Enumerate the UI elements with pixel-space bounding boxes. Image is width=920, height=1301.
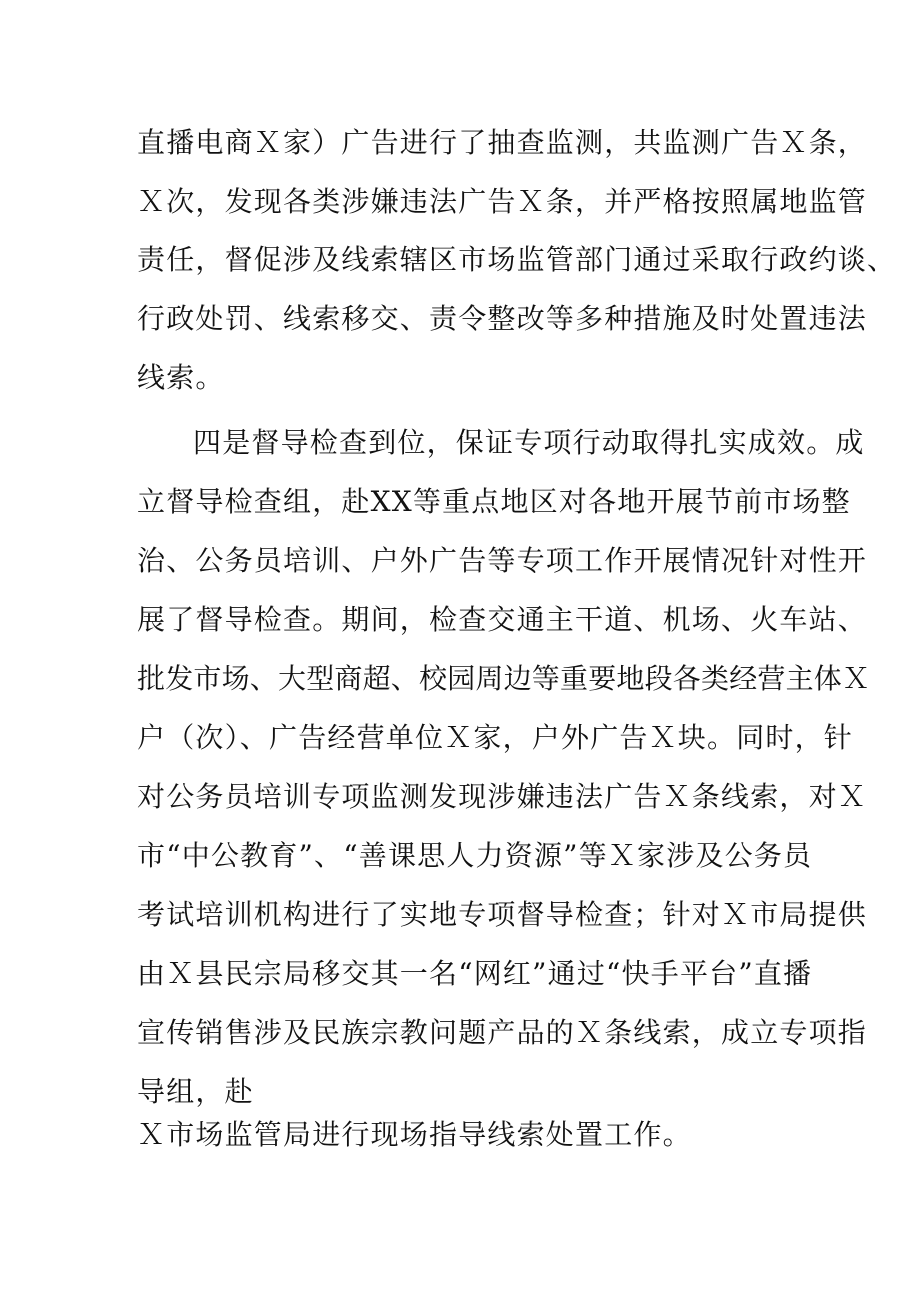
paragraph-first-line: 四是督导检查到位，保证专项行动取得扎实成效。成 — [193, 426, 865, 459]
text-line: 立督导检查组，赴XX等重点地区对各地开展节前市场整 — [137, 485, 851, 518]
text-line: 由Ｘ县民宗局移交其一名“网红”通过“快手平台”直播 — [137, 957, 813, 990]
text-line: 宣传销售涉及民族宗教问题产品的Ｘ条线索，成立专项指 — [137, 1016, 868, 1049]
text-line: 线索。 — [137, 361, 225, 394]
text-line: Ｘ市场监管局进行现场指导线索处置工作。 — [137, 1118, 692, 1151]
text-line: 批发市场、大型商超、校园周边等重要地段各类经营主体Ｘ — [137, 662, 871, 695]
text-line: 户（次）、广告经营单位Ｘ家，户外广告Ｘ块。同时，针 — [137, 721, 854, 754]
text-line: 行政处罚、线索移交、责令整改等多种措施及时处置违法 — [137, 302, 868, 335]
text-line: Ｘ次，发现各类涉嫌违法广告Ｘ条，并严格按照属地监管 — [137, 185, 868, 218]
text-line: 市“中公教育”、“善课思人力资源”等Ｘ家涉及公务员 — [137, 839, 813, 872]
text-line: 导组，赴 — [137, 1075, 254, 1108]
text-line: 考试培训机构进行了实地专项督导检查；针对Ｘ市局提供 — [137, 898, 868, 931]
text-line: 责任，督促涉及线索辖区市场监管部门通过采取行政约谈、 — [137, 243, 897, 276]
text-line: 展了督导检查。期间，检查交通主干道、机场、火车站、 — [137, 603, 868, 636]
text-line: 治、公务员培训、户外广告等专项工作开展情况针对性开 — [137, 544, 868, 577]
text-line: 对公务员培训专项监测发现涉嫌违法广告Ｘ条线索，对Ｘ — [137, 780, 868, 813]
text-line: 直播电商Ｘ家）广告进行了抽查监测，共监测广告Ｘ条， — [137, 126, 868, 159]
